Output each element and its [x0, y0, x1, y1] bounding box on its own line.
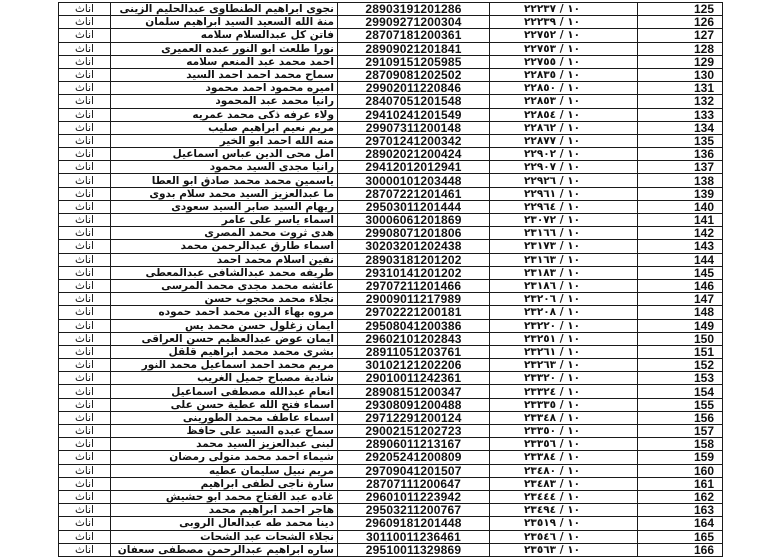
gender-cell: اناث	[59, 385, 111, 398]
row-number-cell: 126	[638, 16, 723, 29]
name-cell: نورا طلعت ابو النور عبده العميرى	[111, 42, 338, 55]
table-row	[59, 55, 723, 68]
row-number-cell: 134	[638, 121, 723, 134]
name-cell: سماح عبده السيد على حافظ	[111, 425, 338, 438]
student-list-table	[58, 2, 723, 557]
national-id-cell: 28903191201286	[338, 3, 490, 16]
row-number-cell: 139	[638, 187, 723, 200]
gender-cell: اناث	[59, 200, 111, 213]
row-number-cell: 137	[638, 161, 723, 174]
row-number-cell: 153	[638, 372, 723, 385]
gender-cell: اناث	[59, 121, 111, 134]
seat-number-cell: ١٠ / ٢٣٣٥٠	[490, 425, 638, 438]
seat-number-cell: ١٠ / ٢٣٥٤٦	[490, 530, 638, 543]
national-id-cell: 29712291200124	[338, 411, 490, 424]
national-id-cell: 29508041200386	[338, 319, 490, 332]
national-id-cell: 28906011213167	[338, 438, 490, 451]
gender-cell: اناث	[59, 464, 111, 477]
table-row	[59, 134, 723, 147]
seat-number-cell: ١٠ / ٢٣١٨٣	[490, 266, 638, 279]
national-id-cell: 29701241200342	[338, 134, 490, 147]
row-number-cell: 161	[638, 477, 723, 490]
table-row	[59, 345, 723, 358]
table-row	[59, 477, 723, 490]
table-row	[59, 543, 723, 556]
row-number-cell: 160	[638, 464, 723, 477]
seat-number-cell: ١٠ / ٢٣٣٣٥	[490, 398, 638, 411]
row-number-cell: 138	[638, 174, 723, 187]
seat-number-cell: ١٠ / ٢٣٢٦١	[490, 345, 638, 358]
table-row	[59, 438, 723, 451]
name-cell: احمد محمد عبد المنعم سلامه	[111, 55, 338, 68]
gender-cell: اناث	[59, 490, 111, 503]
national-id-cell: 29909271200304	[338, 16, 490, 29]
table-row	[59, 121, 723, 134]
row-number-cell: 146	[638, 279, 723, 292]
table-row	[59, 359, 723, 372]
row-number-cell: 142	[638, 227, 723, 240]
national-id-cell: 30006061201869	[338, 214, 490, 227]
gender-cell: اناث	[59, 543, 111, 556]
national-id-cell: 29902011220846	[338, 82, 490, 95]
national-id-cell: 29109151205985	[338, 55, 490, 68]
table-row	[59, 161, 723, 174]
table-row	[59, 214, 723, 227]
table-row	[59, 253, 723, 266]
seat-number-cell: ١٠ / ٢٢٨٧٧	[490, 134, 638, 147]
gender-cell: اناث	[59, 161, 111, 174]
national-id-cell: 29602101202843	[338, 332, 490, 345]
seat-number-cell: ١٠ / ٢٣٤٤٤	[490, 490, 638, 503]
row-number-cell: 154	[638, 385, 723, 398]
gender-cell: اناث	[59, 29, 111, 42]
name-cell: مروه بهاء الدين محمد احمد حموده	[111, 306, 338, 319]
table-row	[59, 279, 723, 292]
name-cell: مريم محمد احمد اسماعيل محمد النور	[111, 359, 338, 372]
row-number-cell: 148	[638, 306, 723, 319]
name-cell: غاده عبد الفتاح محمد ابو حشيش	[111, 490, 338, 503]
seat-number-cell: ١٠ / ٢٣١٦٣	[490, 253, 638, 266]
seat-number-cell: ١٠ / ٢٣٣٥٦	[490, 438, 638, 451]
name-cell: سارة ناجى لطفى ابراهيم	[111, 477, 338, 490]
national-id-cell: 28902021200424	[338, 148, 490, 161]
gender-cell: اناث	[59, 95, 111, 108]
table-row	[59, 42, 723, 55]
table-row	[59, 504, 723, 517]
table-row	[59, 385, 723, 398]
national-id-cell: 29908071201806	[338, 227, 490, 240]
national-id-cell: 28707111200647	[338, 477, 490, 490]
name-cell: انعام عبدالله مصطفى اسماعيل	[111, 385, 338, 398]
row-number-cell: 129	[638, 55, 723, 68]
row-number-cell: 151	[638, 345, 723, 358]
national-id-cell: 29503211200767	[338, 504, 490, 517]
national-id-cell: 29707211201466	[338, 279, 490, 292]
name-cell: اميره محمود احمد محمود	[111, 82, 338, 95]
national-id-cell: 29702221200181	[338, 306, 490, 319]
table-row	[59, 372, 723, 385]
national-id-cell: 30203201202438	[338, 240, 490, 253]
row-number-cell: 145	[638, 266, 723, 279]
name-cell: لبنى عبدالعزيز السيد محمد	[111, 438, 338, 451]
seat-number-cell: ١٠ / ٢٢٧٥٣	[490, 42, 638, 55]
gender-cell: اناث	[59, 359, 111, 372]
gender-cell: اناث	[59, 425, 111, 438]
table-row	[59, 148, 723, 161]
gender-cell: اناث	[59, 68, 111, 81]
name-cell: نجوى ابراهيم الطنطاوى عبدالحليم الزينى	[111, 3, 338, 16]
name-cell: ولاء عرفه ذكى محمد عمريه	[111, 108, 338, 121]
seat-number-cell: ١٠ / ٢٢٩٠٢	[490, 148, 638, 161]
row-number-cell: 144	[638, 253, 723, 266]
row-number-cell: 132	[638, 95, 723, 108]
name-cell: شادية مصباح جميل الغريب	[111, 372, 338, 385]
table-row	[59, 411, 723, 424]
seat-number-cell: ١٠ / ٢٣٤٨٠	[490, 464, 638, 477]
row-number-cell: 163	[638, 504, 723, 517]
name-cell: هاجر احمد ابراهيم محمد	[111, 504, 338, 517]
row-number-cell: 136	[638, 148, 723, 161]
national-id-cell: 29412012012941	[338, 161, 490, 174]
seat-number-cell: ١٠ / ٢٢٩٦١	[490, 187, 638, 200]
seat-number-cell: ١٠ / ٢٢٨٥٣	[490, 95, 638, 108]
name-cell: امل محى الدين عباس اسماعيل	[111, 148, 338, 161]
national-id-cell: 28709081202502	[338, 68, 490, 81]
gender-cell: اناث	[59, 108, 111, 121]
name-cell: ايمان زغلول حسن محمد يس	[111, 319, 338, 332]
table-row	[59, 240, 723, 253]
seat-number-cell: ١٠ / ٢٢٨٥٤	[490, 108, 638, 121]
row-number-cell: 149	[638, 319, 723, 332]
table-row	[59, 16, 723, 29]
national-id-cell: 29503011201444	[338, 200, 490, 213]
row-number-cell: 141	[638, 214, 723, 227]
name-cell: ساره ابراهيم عبدالرحمن مصطفى سعفان	[111, 543, 338, 556]
seat-number-cell: ١٠ / ٢٣٣٢٠	[490, 372, 638, 385]
seat-number-cell: ١٠ / ٢٣٣٨٤	[490, 451, 638, 464]
table-row	[59, 266, 723, 279]
table-row	[59, 425, 723, 438]
document-sheet	[58, 2, 722, 557]
name-cell: ما عبدالعزيز السيد محمد سلام بدوى	[111, 187, 338, 200]
name-cell: هدى ثروت محمد المصرى	[111, 227, 338, 240]
gender-cell: اناث	[59, 134, 111, 147]
table-row	[59, 227, 723, 240]
name-cell: شيماء احمد محمد متولى رمضان	[111, 451, 338, 464]
seat-number-cell: ١٠ / ٢٢٧٥٢	[490, 29, 638, 42]
name-cell: عائشه محمد مجدى محمد المرسى	[111, 279, 338, 292]
national-id-cell: 28909021201841	[338, 42, 490, 55]
seat-number-cell: ١٠ / ٢٣٢٢٠	[490, 319, 638, 332]
row-number-cell: 165	[638, 530, 723, 543]
gender-cell: اناث	[59, 42, 111, 55]
national-id-cell: 29308091200488	[338, 398, 490, 411]
row-number-cell: 128	[638, 42, 723, 55]
national-id-cell: 29310141201202	[338, 266, 490, 279]
name-cell: منة الله السعيد السيد ابراهيم سلمان	[111, 16, 338, 29]
gender-cell: اناث	[59, 82, 111, 95]
name-cell: اسماء طارق عبدالرحمن محمد	[111, 240, 338, 253]
table-row	[59, 174, 723, 187]
national-id-cell: 28707221201461	[338, 187, 490, 200]
gender-cell: اناث	[59, 240, 111, 253]
table-row	[59, 68, 723, 81]
row-number-cell: 155	[638, 398, 723, 411]
national-id-cell: 28908151200347	[338, 385, 490, 398]
seat-number-cell: ١٠ / ٢٢٢٣٩	[490, 16, 638, 29]
seat-number-cell: ١٠ / ٢٣٥١٩	[490, 517, 638, 530]
name-cell: دينا محمد طه عبدالعال الروبى	[111, 517, 338, 530]
seat-number-cell: ١٠ / ٢٢٨٥٠	[490, 82, 638, 95]
seat-number-cell: ١٠ / ٢٢٨٦٢	[490, 121, 638, 134]
national-id-cell: 30102121202206	[338, 359, 490, 372]
row-number-cell: 125	[638, 3, 723, 16]
row-number-cell: 162	[638, 490, 723, 503]
seat-number-cell: ١٠ / ٢٣١٨٦	[490, 279, 638, 292]
seat-number-cell: ١٠ / ٢٢٨٣٥	[490, 68, 638, 81]
gender-cell: اناث	[59, 451, 111, 464]
gender-cell: اناث	[59, 517, 111, 530]
row-number-cell: 143	[638, 240, 723, 253]
name-cell: نفين اسلام محمد احمد	[111, 253, 338, 266]
gender-cell: اناث	[59, 279, 111, 292]
gender-cell: اناث	[59, 253, 111, 266]
national-id-cell: 29609181201448	[338, 517, 490, 530]
name-cell: بشرى محمد محمد ابراهيم قلقل	[111, 345, 338, 358]
name-cell: فاتن كل عبدالسلام سلامه	[111, 29, 338, 42]
row-number-cell: 152	[638, 359, 723, 372]
seat-number-cell: ١٠ / ٢٣٤٩٤	[490, 504, 638, 517]
seat-number-cell: ١٠ / ٢٣٢٥١	[490, 332, 638, 345]
table-row	[59, 200, 723, 213]
table-row	[59, 306, 723, 319]
table-row	[59, 490, 723, 503]
national-id-cell: 29709041201507	[338, 464, 490, 477]
name-cell: منه الله احمد ابو الخير	[111, 134, 338, 147]
national-id-cell: 29907311200148	[338, 121, 490, 134]
gender-cell: اناث	[59, 438, 111, 451]
table-row	[59, 29, 723, 42]
gender-cell: اناث	[59, 306, 111, 319]
name-cell: رانيا محمد عبد المحمود	[111, 95, 338, 108]
gender-cell: اناث	[59, 148, 111, 161]
national-id-cell: 29601011223942	[338, 490, 490, 503]
table-row	[59, 517, 723, 530]
table-body	[59, 3, 723, 557]
name-cell: نجلاء الشحات عبد الشحات	[111, 530, 338, 543]
gender-cell: اناث	[59, 293, 111, 306]
seat-number-cell: ١٠ / ٢٣١٧٣	[490, 240, 638, 253]
gender-cell: اناث	[59, 477, 111, 490]
seat-number-cell: ١٠ / ٢٢٩٠٧	[490, 161, 638, 174]
national-id-cell: 29002151202723	[338, 425, 490, 438]
national-id-cell: 30000101203448	[338, 174, 490, 187]
name-cell: طريفه محمد عبدالشافى عبدالمعطى	[111, 266, 338, 279]
gender-cell: اناث	[59, 187, 111, 200]
name-cell: سماح محمد احمد احمد السيد	[111, 68, 338, 81]
gender-cell: اناث	[59, 319, 111, 332]
gender-cell: اناث	[59, 504, 111, 517]
seat-number-cell: ١٠ / ٢٢٧٥٥	[490, 55, 638, 68]
row-number-cell: 133	[638, 108, 723, 121]
row-number-cell: 159	[638, 451, 723, 464]
row-number-cell: 157	[638, 425, 723, 438]
table-row	[59, 464, 723, 477]
seat-number-cell: ١٠ / ٢٣٢٦٣	[490, 359, 638, 372]
national-id-cell: 29410241201549	[338, 108, 490, 121]
seat-number-cell: ١٠ / ٢٢٢٣٧	[490, 3, 638, 16]
table-row	[59, 451, 723, 464]
seat-number-cell: ١٠ / ٢٢٩٢٦	[490, 174, 638, 187]
national-id-cell: 29010011242361	[338, 372, 490, 385]
table-row	[59, 293, 723, 306]
row-number-cell: 164	[638, 517, 723, 530]
national-id-cell: 28903181201202	[338, 253, 490, 266]
seat-number-cell: ١٠ / ٢٣٣٤٨	[490, 411, 638, 424]
name-cell: اسماء فتح الله عطية حسن على	[111, 398, 338, 411]
table-row	[59, 95, 723, 108]
seat-number-cell: ١٠ / ٢٣٢٠٦	[490, 293, 638, 306]
gender-cell: اناث	[59, 530, 111, 543]
row-number-cell: 135	[638, 134, 723, 147]
gender-cell: اناث	[59, 345, 111, 358]
national-id-cell: 28407051201548	[338, 95, 490, 108]
national-id-cell: 29009011217989	[338, 293, 490, 306]
gender-cell: اناث	[59, 332, 111, 345]
gender-cell: اناث	[59, 398, 111, 411]
gender-cell: اناث	[59, 266, 111, 279]
gender-cell: اناث	[59, 55, 111, 68]
name-cell: مريم نبيل سليمان عطيه	[111, 464, 338, 477]
seat-number-cell: ١٠ / ٢٣٤٨٣	[490, 477, 638, 490]
table-row	[59, 319, 723, 332]
row-number-cell: 130	[638, 68, 723, 81]
row-number-cell: 150	[638, 332, 723, 345]
name-cell: ايمان عوض عبدالعظيم حسن العراقى	[111, 332, 338, 345]
national-id-cell: 28911051203761	[338, 345, 490, 358]
gender-cell: اناث	[59, 3, 111, 16]
name-cell: رانيا مجدى السيد محمود	[111, 161, 338, 174]
gender-cell: اناث	[59, 411, 111, 424]
table-row	[59, 187, 723, 200]
row-number-cell: 158	[638, 438, 723, 451]
seat-number-cell: ١٠ / ٢٢٩٦٤	[490, 200, 638, 213]
table-row	[59, 108, 723, 121]
gender-cell: اناث	[59, 372, 111, 385]
name-cell: مريم نعيم ابراهيم صليب	[111, 121, 338, 134]
row-number-cell: 166	[638, 543, 723, 556]
gender-cell: اناث	[59, 16, 111, 29]
name-cell: ريهام السيد صابر السيد سعودى	[111, 200, 338, 213]
seat-number-cell: ١٠ / ٢٣١٦٦	[490, 227, 638, 240]
row-number-cell: 156	[638, 411, 723, 424]
gender-cell: اناث	[59, 174, 111, 187]
table-row	[59, 3, 723, 16]
table-row	[59, 332, 723, 345]
seat-number-cell: ١٠ / ٢٣٥٦٣	[490, 543, 638, 556]
national-id-cell: 30110011236461	[338, 530, 490, 543]
row-number-cell: 127	[638, 29, 723, 42]
seat-number-cell: ١٠ / ٢٣٢٠٨	[490, 306, 638, 319]
row-number-cell: 131	[638, 82, 723, 95]
gender-cell: اناث	[59, 227, 111, 240]
seat-number-cell: ١٠ / ٢٣٠٧٢	[490, 214, 638, 227]
row-number-cell: 140	[638, 200, 723, 213]
table-row	[59, 530, 723, 543]
name-cell: اسماء عاطف محمد الطورينى	[111, 411, 338, 424]
row-number-cell: 147	[638, 293, 723, 306]
table-row	[59, 82, 723, 95]
gender-cell: اناث	[59, 214, 111, 227]
table-row	[59, 398, 723, 411]
name-cell: اسماء ياسر على عامر	[111, 214, 338, 227]
national-id-cell: 29205241200809	[338, 451, 490, 464]
national-id-cell: 29510011329869	[338, 543, 490, 556]
name-cell: ياسمين محمد محمد صادق ابو العطا	[111, 174, 338, 187]
seat-number-cell: ١٠ / ٢٣٣٢٤	[490, 385, 638, 398]
national-id-cell: 28707181200361	[338, 29, 490, 42]
name-cell: نجلاء محمد محجوب حسن	[111, 293, 338, 306]
